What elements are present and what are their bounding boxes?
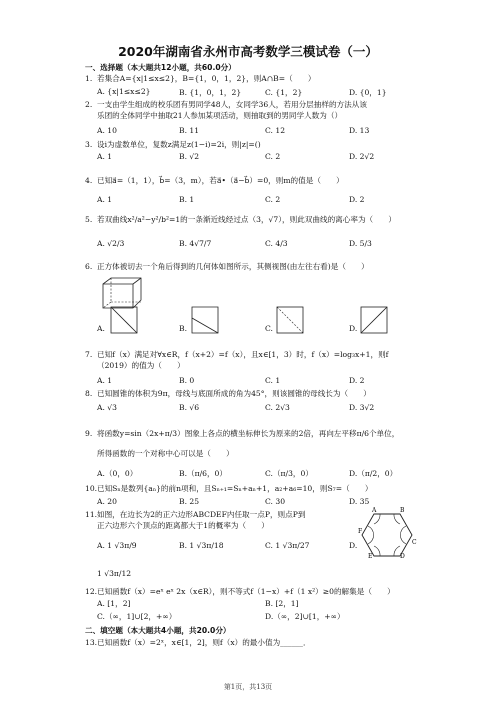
option-c: C.（∞，1]∪[2，+∞） bbox=[97, 612, 177, 621]
question-text: 已知f（x）满足对∀x∈R，f（x+2）=f（x），且x∈[1，3）时，f（x）=log₃x+1，则f bbox=[97, 350, 389, 359]
option-d: D. 2 bbox=[349, 376, 365, 385]
option-c: C. 4/3 bbox=[265, 239, 288, 248]
option-c: C. 1 √3π/27 bbox=[265, 541, 310, 550]
question-number: 11. bbox=[85, 510, 98, 519]
hexagon-figure bbox=[358, 506, 416, 558]
option-d: D. bbox=[349, 324, 358, 333]
question-1 bbox=[85, 73, 425, 84]
question-number: 10. bbox=[85, 484, 98, 493]
option-d: D. 3√2 bbox=[349, 403, 375, 412]
option-d: D. 2 bbox=[349, 195, 365, 204]
option-c-figure bbox=[276, 306, 304, 334]
question-5 bbox=[85, 214, 425, 225]
question-text: 已知a⃗=（1，1），b⃗=（3，m），若a⃗•（a⃗−b⃗）=0，则m的值是（ ） bbox=[97, 176, 344, 185]
option-b: B. 1 √3π/18 bbox=[179, 541, 224, 550]
page-footer: 第1页，共13页 bbox=[223, 683, 273, 691]
option-d: D.（π/2，0） bbox=[349, 469, 398, 478]
question-11 bbox=[85, 509, 365, 531]
option-b: B. 11 bbox=[179, 126, 200, 135]
hexagon-label-f: F bbox=[358, 528, 363, 535]
option-c: C. 12 bbox=[265, 126, 286, 135]
option-d: D.（∞，2]∪[1，+∞） bbox=[265, 612, 345, 621]
option-b: B. √2 bbox=[179, 152, 200, 161]
question-10 bbox=[85, 483, 425, 494]
hexagon-label-e: E bbox=[368, 553, 373, 560]
question-9 bbox=[85, 424, 425, 464]
option-c: C. bbox=[265, 324, 273, 333]
question-number: 4. bbox=[85, 176, 93, 185]
section-heading-choice: 一、选择题（本大题共12小题，共60.0分） bbox=[85, 63, 236, 72]
question-2 bbox=[85, 99, 425, 121]
question-number: 3. bbox=[85, 140, 93, 149]
question-12 bbox=[85, 586, 425, 597]
question-number: 8. bbox=[85, 389, 93, 398]
option-a: A. √2/3 bbox=[97, 239, 125, 248]
option-c: C. 2√3 bbox=[265, 403, 290, 412]
hexagon-label-d: D bbox=[400, 553, 405, 560]
question-text-line2: 所得函数的一个对称中心可以是（ ） bbox=[97, 449, 234, 458]
option-c: C. 2 bbox=[265, 195, 281, 204]
option-b-figure bbox=[191, 306, 219, 334]
option-a: A. [1，2] bbox=[97, 599, 131, 608]
option-a: A. 1 bbox=[97, 195, 113, 204]
hexagon-label-b: B bbox=[400, 507, 405, 514]
option-a: A. 1 bbox=[97, 376, 113, 385]
question-number: 1. bbox=[85, 74, 93, 83]
question-text: 已知函数f（x）=2ˣ，x∈[1，2]，则f（x）的最小值为______． bbox=[97, 638, 311, 647]
option-a: A. 1 bbox=[97, 152, 113, 161]
option-d-continued: 1 √3π/12 bbox=[97, 569, 132, 578]
option-b: B. 4√7/7 bbox=[179, 239, 212, 248]
question-number: 2. bbox=[85, 100, 93, 109]
question-number: 5. bbox=[85, 215, 93, 224]
question-text: 已知圆锥的体积为9π，母线与底面所成的角为45°，则该圆锥的母线长为（ ） bbox=[97, 389, 371, 398]
question-6 bbox=[85, 261, 425, 272]
option-b: B. 0 bbox=[179, 376, 195, 385]
page-title: 2020年湖南省永州市高考数学三模试卷（一） bbox=[118, 44, 378, 59]
question-text: 一支由学生组成的校乐团有男同学48人，女同学36人，若用分层抽样的方法从该 bbox=[97, 100, 367, 109]
question-text: 若集合A={x|1≤x≤2}，B={1，0，1，2}，则A∩B=（ ） bbox=[97, 74, 316, 83]
option-a: A. bbox=[97, 324, 105, 333]
option-d: D. bbox=[349, 541, 358, 550]
question-text-line2: （2019）的值为（ ） bbox=[97, 361, 185, 371]
option-c: C.（π/3，0） bbox=[265, 469, 313, 478]
question-text: 已知Sₙ是数列{aₙ}的前n项和，且Sₙ₊₁=Sₙ+aₙ+1，a₂+a₆=10，则S₇=（ ） bbox=[97, 484, 373, 493]
option-c: C. 2 bbox=[265, 152, 281, 161]
option-b: B. {1，0，1，2} bbox=[179, 88, 242, 97]
question-number: 7. bbox=[85, 350, 93, 359]
hexagon-label-c: C bbox=[412, 539, 417, 546]
option-a-figure bbox=[110, 306, 138, 334]
question-text-line2: 乐团的全体同学中抽取21人参加某项活动，则抽取到的男同学人数为（） bbox=[97, 111, 343, 121]
question-number: 6. bbox=[85, 262, 93, 271]
option-d: D. 2√2 bbox=[349, 152, 375, 161]
question-text: 设i为虚数单位，复数z满足z(1−i)=2i，则|z|=() bbox=[97, 140, 261, 149]
option-b: B. √6 bbox=[179, 403, 200, 412]
question-8 bbox=[85, 388, 425, 399]
option-d: D. 35 bbox=[349, 497, 370, 506]
question-text: 如图，在边长为2的正六边形ABCDEF内任取一点P，则点P到 bbox=[97, 510, 306, 519]
option-b: B. [2，1] bbox=[265, 599, 299, 608]
option-d: D. {0，1} bbox=[349, 88, 387, 97]
option-a: A. 10 bbox=[97, 126, 117, 135]
option-a: A. √3 bbox=[97, 403, 117, 412]
question-text: 已知函数f（x）=eˣ eˣ 2x（x∈R），则不等式f（1−x）+f（1 x²）≥0的解集是（ ） bbox=[97, 587, 395, 596]
question-3 bbox=[85, 139, 425, 150]
question-number: 9. bbox=[85, 429, 93, 438]
option-d: D. 13 bbox=[349, 126, 370, 135]
option-a: A. 1 √3π/9 bbox=[97, 541, 137, 550]
cube-cut-figure bbox=[101, 276, 145, 310]
question-13 bbox=[85, 637, 425, 648]
question-text: 正方体被切去一个角后得到的几何体如图所示，其侧视图(由左往右看)是（ ） bbox=[97, 262, 369, 271]
option-c: C. 30 bbox=[265, 497, 286, 506]
option-a: A. {x|1≤x≤2} bbox=[97, 87, 151, 96]
option-b: B. bbox=[179, 324, 187, 333]
question-text: 若双曲线x²/a²−y²/b²=1的一条渐近线经过点（3，√7），则此双曲线的离心率为（ ） bbox=[97, 215, 396, 224]
option-c: C. {1，2} bbox=[265, 88, 303, 97]
hexagon-label-a: A bbox=[372, 507, 377, 514]
question-number: 12. bbox=[85, 587, 98, 596]
option-d: D. 5/3 bbox=[349, 239, 372, 248]
option-a: A. 20 bbox=[97, 497, 117, 506]
option-b: B. 1 bbox=[179, 195, 195, 204]
option-a: A.（0，0） bbox=[97, 469, 138, 478]
option-c: C. 1 bbox=[265, 376, 281, 385]
section-heading-fill: 二、填空题（本大题共4小题，共20.0分） bbox=[85, 626, 231, 635]
option-b: B. 25 bbox=[179, 497, 200, 506]
question-7 bbox=[85, 349, 425, 371]
option-d-figure bbox=[360, 306, 388, 334]
option-b: B.（π/6，0） bbox=[179, 469, 227, 478]
question-text-line2: 正六边形六个顶点的距离都大于1的概率为（ ） bbox=[97, 521, 269, 531]
question-4 bbox=[85, 175, 425, 186]
question-text: 将函数y=sin（2x+π/3）图象上各点的横坐标伸长为原来的2倍，再向左平移π/6个单位， bbox=[97, 429, 400, 438]
question-number: 13. bbox=[85, 638, 98, 647]
